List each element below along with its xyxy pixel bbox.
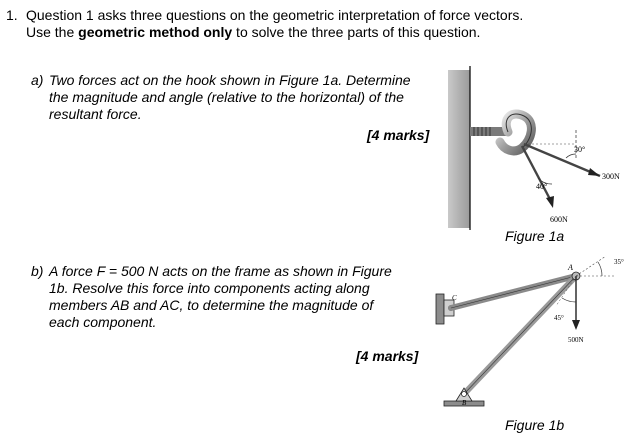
force-300n-label: 300N — [602, 172, 620, 181]
part-a-line: Two forces act on the hook shown in Figure 1a. Determine — [49, 72, 411, 88]
point-b-label: B — [462, 399, 467, 407]
figure-1a-diagram — [440, 58, 637, 238]
part-b-text — [49, 263, 392, 331]
arc-30 — [566, 154, 576, 158]
question-number: 1. — [6, 7, 18, 23]
arc-35 — [598, 262, 602, 276]
part-a-line: resultant force. — [49, 106, 142, 122]
part-b-line: each component. — [49, 314, 157, 330]
force-500n-label: 500N — [568, 336, 584, 344]
arrow-500n — [572, 320, 580, 330]
part-a-label: a) — [31, 72, 44, 88]
angle-40-label: 40° — [536, 182, 548, 191]
instruction-prefix: Use the — [26, 24, 79, 40]
arrow-300n — [588, 168, 600, 176]
point-a-label: A — [568, 263, 573, 272]
figure-1a-caption: Figure 1a — [505, 228, 565, 244]
figure-1b-diagram — [430, 254, 637, 414]
angle-45-label: 45° — [554, 314, 564, 322]
part-b-line: A force F = 500 N acts on the frame as shown in Figure — [49, 263, 392, 279]
instruction-suffix: to solve the three parts of this question. — [232, 24, 481, 40]
part-a-text — [49, 72, 411, 123]
arc-45 — [562, 298, 576, 302]
part-b-label: b) — [31, 263, 44, 279]
question-instruction — [26, 24, 480, 40]
point-c-label: C — [452, 294, 457, 302]
angle-35-label: 35° — [614, 258, 624, 266]
part-a-line: the magnitude and angle (relative to the horizontal) of the — [49, 89, 404, 105]
part-b-line: members AB and AC, to determine the magnitude of — [49, 297, 374, 313]
angle-30-label: 30° — [574, 145, 586, 154]
instruction-emphasis: geometric method only — [78, 24, 233, 40]
part-b-line: 1b. Resolve this force into components acting along — [49, 280, 370, 296]
question-intro: Question 1 asks three questions on the geometric interpretation of force vectors. — [26, 7, 524, 23]
figure-1b-caption: Figure 1b — [505, 417, 565, 433]
wall — [448, 70, 470, 228]
wall-c — [436, 294, 444, 324]
arrow-600n — [546, 196, 554, 208]
force-600n-label: 600N — [550, 215, 568, 224]
part-b-marks: [4 marks] — [356, 348, 419, 364]
part-a-marks: [4 marks] — [367, 127, 430, 143]
